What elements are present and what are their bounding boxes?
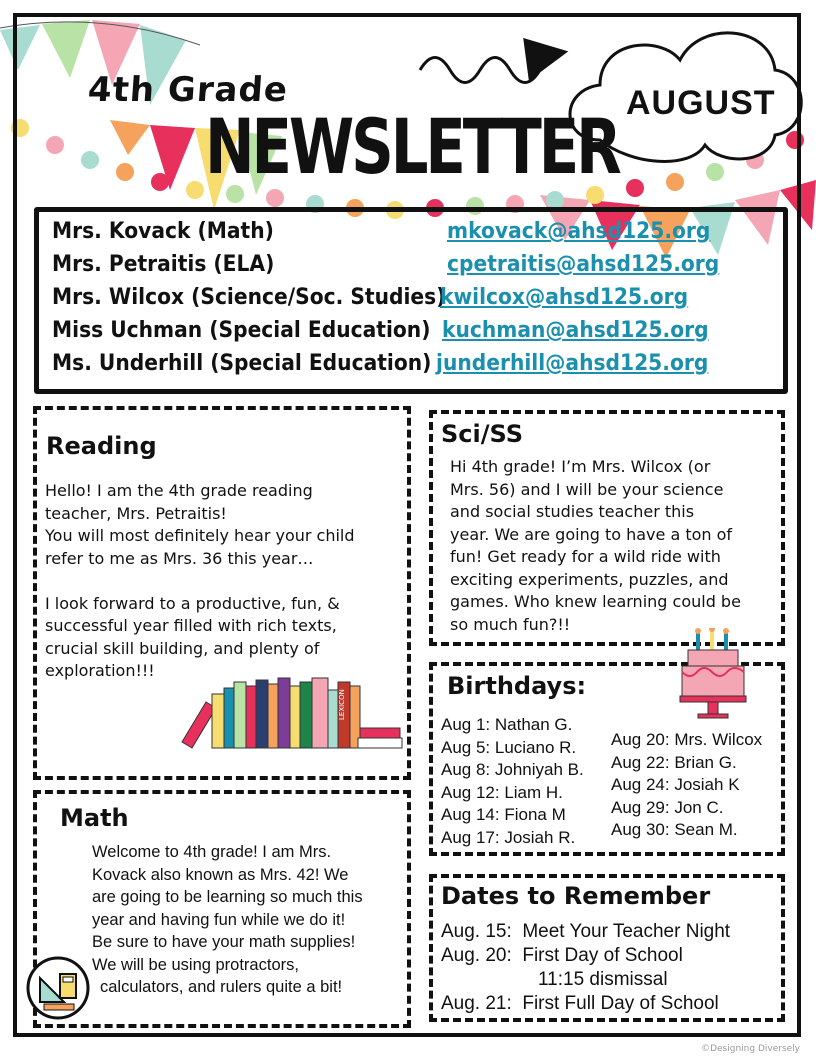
math-body [92, 841, 363, 999]
contact-name: Miss Uchman (Special Education) [52, 318, 431, 343]
contact-email-link[interactable]: mkovack@ahsd125.org [447, 219, 711, 244]
date-item [538, 969, 668, 991]
date-label: Aug. 15: [441, 921, 512, 942]
text-line: refer to me as Mrs. 36 this year… [45, 548, 314, 568]
text-line: Hi 4th grade! I’m Mrs. Wilcox (or [450, 457, 711, 476]
birthday-list-left [441, 714, 584, 849]
contact-name: Mrs. Kovack (Math) [52, 219, 274, 244]
text-line: and social studies teacher this [450, 502, 695, 521]
grade-label: 4th Grade [86, 70, 290, 110]
date-item [441, 993, 719, 1015]
date-event: 11:15 dismissal [538, 969, 668, 990]
text-line: year and having fun while we do it! [92, 910, 346, 929]
text-line: games. Who knew learning could be [450, 592, 741, 611]
contact-email-link[interactable]: kuchman@ahsd125.org [442, 318, 709, 343]
date-event: First Day of School [522, 945, 683, 966]
birthday-item: Aug 20: Mrs. Wilcox [611, 730, 763, 749]
text-line: We will be using protractors, [92, 955, 299, 974]
text-line: successful year filled with rich texts, [45, 616, 337, 635]
birthday-item: Aug 1: Nathan G. [441, 715, 573, 734]
math-title: Math [60, 804, 129, 832]
text-line: Hello! I am the 4th grade reading [45, 481, 313, 500]
text-line: exploration!!! [45, 661, 155, 680]
newsletter-title: NEWSLETTER [205, 102, 619, 191]
math-tools-icon [26, 956, 90, 1020]
text-line: Kovack also known as Mrs. 42! We [92, 865, 349, 884]
date-label: Aug. 20: [441, 945, 512, 966]
birthday-item: Aug 8: Johniyah B. [441, 760, 584, 779]
date-item [441, 921, 730, 943]
contact-name: Ms. Underhill (Special Education) [52, 351, 432, 376]
text-line: Mrs. 56) and I will be your science [450, 479, 724, 499]
text-line: calculators, and rulers quite a bit! [100, 978, 343, 996]
birthday-item: Aug 17: Josiah R. [441, 827, 576, 847]
birthday-item: Aug 22: Brian G. [611, 752, 737, 772]
contact-name: Mrs. Wilcox (Science/Soc. Studies) [52, 285, 446, 310]
text-line: exciting experiments, puzzles, and [450, 569, 729, 589]
reading-title: Reading [46, 432, 157, 460]
dates-title: Dates to Remember [441, 882, 711, 910]
text-line: teacher, Mrs. Petraitis! [45, 503, 227, 523]
date-event: Meet Your Teacher Night [522, 921, 731, 942]
date-label: Aug. 21: [441, 993, 512, 1014]
text-line: You will most definitely hear your child [45, 526, 355, 545]
month-label: AUGUST [626, 84, 776, 122]
contact-name: Mrs. Petraitis (ELA) [52, 252, 275, 277]
book-spine-label: LEXICON [338, 689, 346, 720]
birthday-item: Aug 30: Sean M. [611, 820, 738, 839]
text-line: fun! Get ready for a wild ride with [450, 547, 721, 566]
copyright-notice: ©Designing Diversely [701, 1044, 800, 1054]
contact-email-link[interactable]: cpetraitis@ahsd125.org [447, 252, 720, 277]
text-line: crucial skill building, and plenty of [45, 638, 320, 658]
contact-email-link[interactable]: kwilcox@ahsd125.org [440, 285, 689, 310]
contact-email-link[interactable]: junderhill@ahsd125.org [436, 351, 709, 376]
birthday-item: Aug 29: Jon C. [611, 797, 724, 817]
text-line: so much fun?!! [450, 614, 571, 634]
text-line: year. We are going to have a ton of [450, 524, 733, 544]
birthday-list-right [611, 729, 762, 842]
books-illustration [178, 672, 406, 752]
text-line: Be sure to have your math supplies! [92, 933, 356, 951]
date-event: First Full Day of School [522, 993, 719, 1014]
reading-body [45, 480, 355, 683]
birthday-item: Aug 12: Liam H. [441, 782, 563, 802]
birthdays-title: Birthdays: [447, 672, 587, 700]
birthday-cake-icon [678, 628, 748, 720]
sci-ss-title: Sci/SS [441, 420, 523, 448]
birthday-item: Aug 14: Fiona M [441, 805, 566, 824]
birthday-item: Aug 5: Luciano R. [441, 737, 577, 757]
birthday-item: Aug 24: Josiah K [611, 775, 740, 794]
text-line: are going to be learning so much this [92, 888, 363, 906]
date-item [441, 945, 683, 967]
text-line: I look forward to a productive, fun, & [45, 593, 340, 613]
sci-ss-body [450, 456, 741, 636]
text-line [45, 570, 355, 593]
text-line: Welcome to 4th grade! I am Mrs. [92, 843, 332, 861]
